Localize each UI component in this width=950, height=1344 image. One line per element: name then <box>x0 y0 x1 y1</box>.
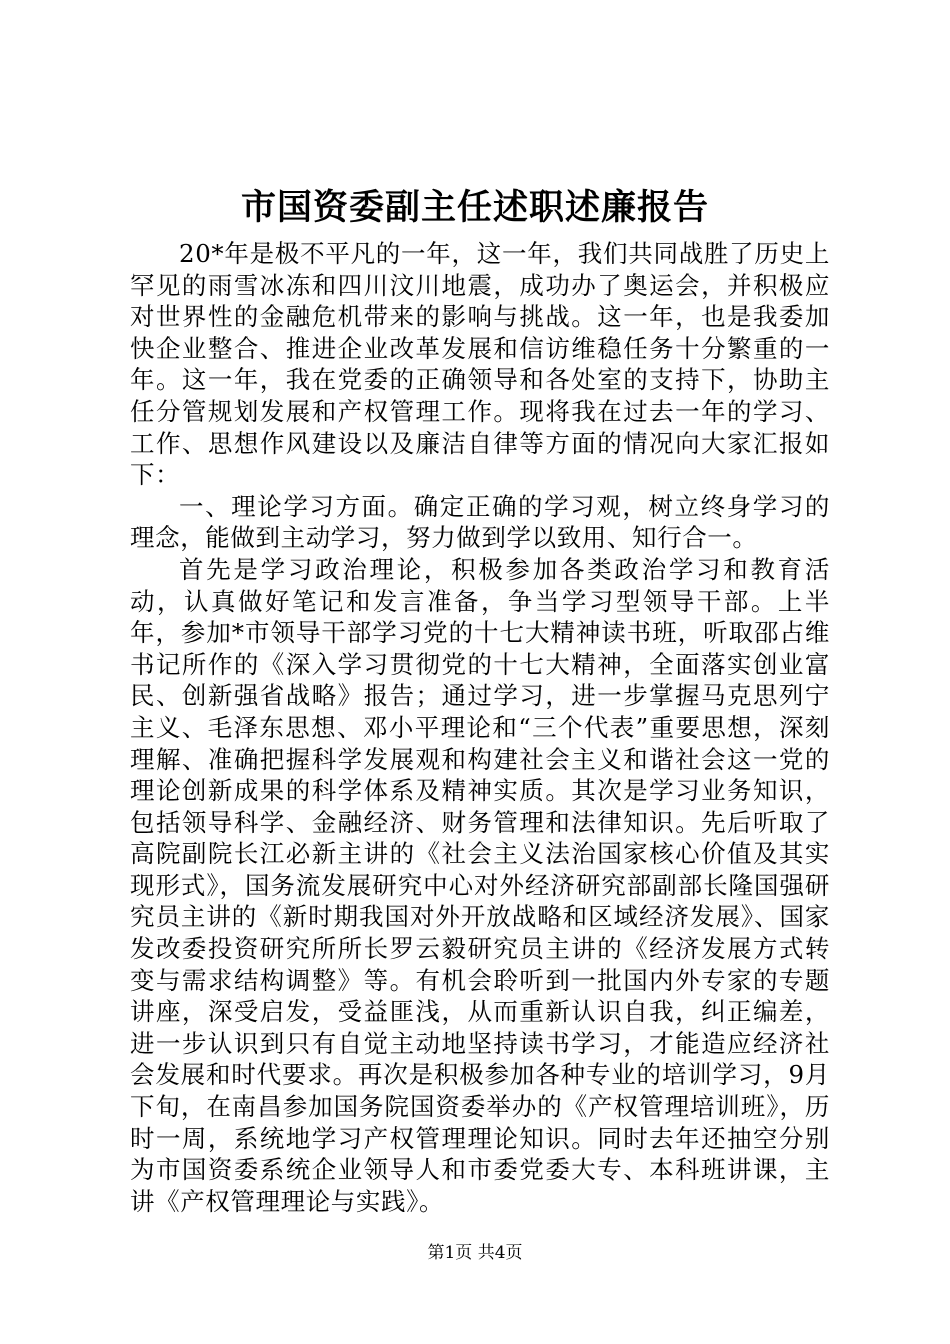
paragraph-intro: 20*年是极不平凡的一年，这一年，我们共同战胜了历史上罕见的雨雪冰冻和四川汶川地震，成功办了奥运会，并积极应对世界性的金融危机带来的影响与挑战。这一年，也是我委加快企业整合、推进企业改革发展和信访维稳任务十分繁重的一年。这一年，我在党委的正确领导和各处室的支持下，协助主任分管规划发展和产权管理工作。现将我在过去一年的学习、工作、思想作风建设以及廉洁自律等方面的情况向大家汇报如下： <box>130 239 830 490</box>
paragraph-study-details: 首先是学习政治理论，积极参加各类政治学习和教育活动，认真做好笔记和发言准备，争当学习型领导干部。上半年，参加*市领导干部学习党的十七大精神读书班，听取邵占维书记所作的《深入学习贯彻党的十七大精神，全面落实创业富民、创新强省战略》报告；通过学习，进一步掌握马克思列宁主义、毛泽东思想、邓小平理论和“三个代表”重要思想，深刻理解、准确把握科学发展观和构建社会主义和谐社会这一党的理论创新成果的科学体系及精神实质。其次是学习业务知识，包括领导科学、金融经济、财务管理和法律知识。先后听取了高院副院长江必新主讲的《社会主义法治国家核心价值及其实现形式》，国务流发展研究中心对外经济研究部副部长隆国强研究员主讲的《新时期我国对外开放战略和区域经济发展》、国家发改委投资研究所所长罗云毅研究员主讲的《经济发展方式转变与需求结构调整》等。有机会聆听到一批国内外专家的专题讲座，深受启发，受益匪浅，从而重新认识自我，纠正编差，进一步认识到只有自觉主动地坚持读书学习，才能造应经济社会发展和时代要求。再次是积极参加各种专业的培训学习，9月下旬，在南昌参加国务院国资委举办的《产权管理培训班》，历时一周，系统地学习产权管理理论知识。同时去年还抽空分别为市国资委系统企业领导人和市委党委大专、本科班讲课，主讲《产权管理理论与实践》。 <box>130 554 830 1216</box>
document-body <box>130 238 830 1217</box>
page-footer: 第1页 共4页 <box>427 1243 523 1263</box>
paragraph-theory-study: 一、理论学习方面。确定正确的学习观，树立终身学习的理念，能做到主动学习，努力做到学以致用、知行合一。 <box>130 491 830 553</box>
document-title: 市国资委副主任述职述廉报告 <box>240 187 709 228</box>
